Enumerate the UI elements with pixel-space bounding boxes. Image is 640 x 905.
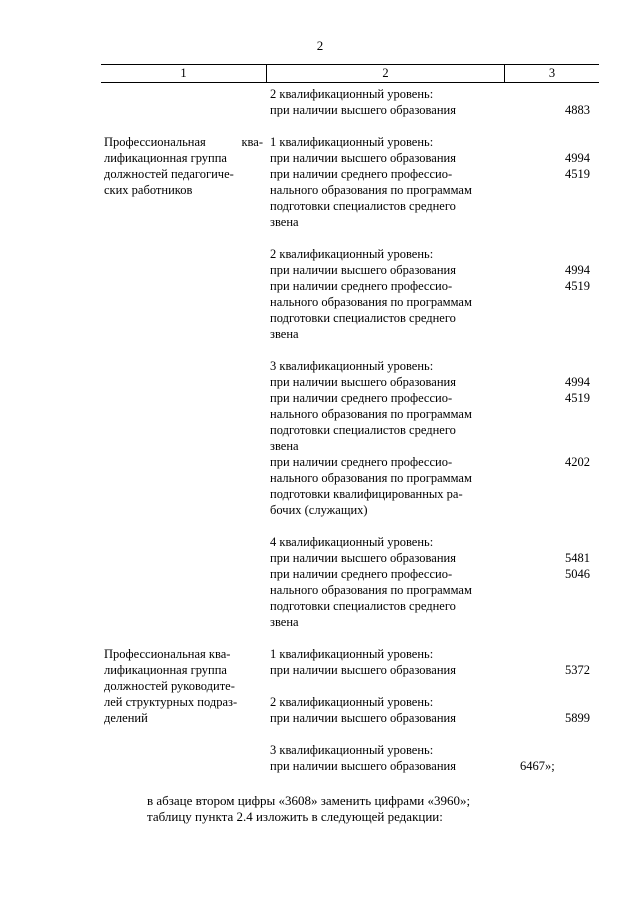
level-row-value: 4202 — [565, 455, 590, 469]
level-row-text: при наличии высшего образования — [270, 551, 456, 565]
table-header-row — [101, 64, 599, 83]
level-title: 4 квалификационный уровень: — [270, 535, 434, 549]
level-row-line: подготовки квалифицированных ра- — [270, 487, 463, 501]
level-row-text: при наличии высшего образования — [270, 103, 456, 117]
level-row-line: при наличии среднего профессио- — [270, 455, 453, 469]
level-row-value: 5046 — [565, 567, 590, 581]
level-row-text: при наличии высшего образования — [270, 263, 456, 277]
level-row-line: нального образования по программам — [270, 583, 472, 597]
level-row-text: при наличии высшего образования — [270, 375, 456, 389]
level-row-line: подготовки специалистов среднего — [270, 311, 456, 325]
level-row-value: 4883 — [565, 103, 590, 117]
group-name-line: делений — [104, 711, 148, 725]
level-title: 1 квалификационный уровень: — [270, 647, 434, 661]
level-row-line: нального образования по программам — [270, 183, 472, 197]
level-title: 2 квалификационный уровень: — [270, 247, 434, 261]
level-row-line: при наличии среднего профессио- — [270, 567, 453, 581]
level-title: 2 квалификационный уровень: — [270, 87, 434, 101]
level-title: 2 квалификационный уровень: — [270, 695, 434, 709]
level-row-value: 5481 — [565, 551, 590, 565]
level-row-value: 4994 — [565, 151, 590, 165]
level-row-text: при наличии высшего образования — [270, 663, 456, 677]
level-title: 1 квалификационный уровень: — [270, 135, 434, 149]
level-row-line: подготовки специалистов среднего — [270, 423, 456, 437]
level-row-line: звена — [270, 439, 299, 453]
level-row-value: 5899 — [565, 711, 590, 725]
level-row-line: при наличии среднего профессио- — [270, 279, 453, 293]
page-number: 2 — [316, 38, 324, 53]
group-name-line: лификационная группа — [104, 663, 227, 677]
level-row-line: звена — [270, 615, 299, 629]
level-row-line: звена — [270, 327, 299, 341]
group-name-line: лификационная группа — [104, 151, 227, 165]
level-row-line: нального образования по программам — [270, 407, 472, 421]
column-header-1: 1 — [180, 66, 187, 80]
group-name-line: должностей руководите- — [104, 679, 235, 693]
paragraph: таблицу пункта 2.4 изложить в следующей редакции: — [147, 809, 443, 824]
level-row-value: 4994 — [565, 375, 590, 389]
column-header-2: 2 — [382, 66, 389, 80]
level-row-line: звена — [270, 215, 299, 229]
level-title: 3 квалификационный уровень: — [270, 359, 434, 373]
level-row-line: бочих (служащих) — [270, 503, 368, 517]
level-row-value: 4519 — [565, 279, 590, 293]
level-row-value: 4519 — [565, 391, 590, 405]
column-header-3: 3 — [548, 66, 556, 80]
level-row-line: при наличии среднего профессио- — [270, 391, 453, 405]
level-row-text: при наличии высшего образования — [270, 759, 456, 773]
group-name-line: Профессиональная ква- — [104, 647, 231, 661]
level-title: 3 квалификационный уровень: — [270, 743, 434, 757]
group-name-line: Профессиональная ква- — [104, 135, 263, 149]
paragraph: в абзаце втором цифры «3608» заменить цифрами «3960»; — [147, 793, 471, 808]
group-name-line: ских работников — [104, 183, 193, 197]
group-name-line: должностей педагогиче- — [104, 167, 234, 181]
level-row-value: 6467»; — [520, 759, 555, 773]
level-row-line: подготовки специалистов среднего — [270, 199, 456, 213]
level-row-line: нального образования по программам — [270, 295, 472, 309]
level-row-value: 5372 — [565, 663, 590, 677]
level-row-text: при наличии высшего образования — [270, 151, 456, 165]
level-row-value: 4994 — [565, 263, 590, 277]
level-row-line: нального образования по программам — [270, 471, 472, 485]
level-row-line: подготовки специалистов среднего — [270, 599, 456, 613]
group-name-line: лей структурных подраз- — [104, 695, 238, 709]
level-row-text: при наличии высшего образования — [270, 711, 456, 725]
level-row-line: при наличии среднего профессио- — [270, 167, 453, 181]
level-row-value: 4519 — [565, 167, 590, 181]
